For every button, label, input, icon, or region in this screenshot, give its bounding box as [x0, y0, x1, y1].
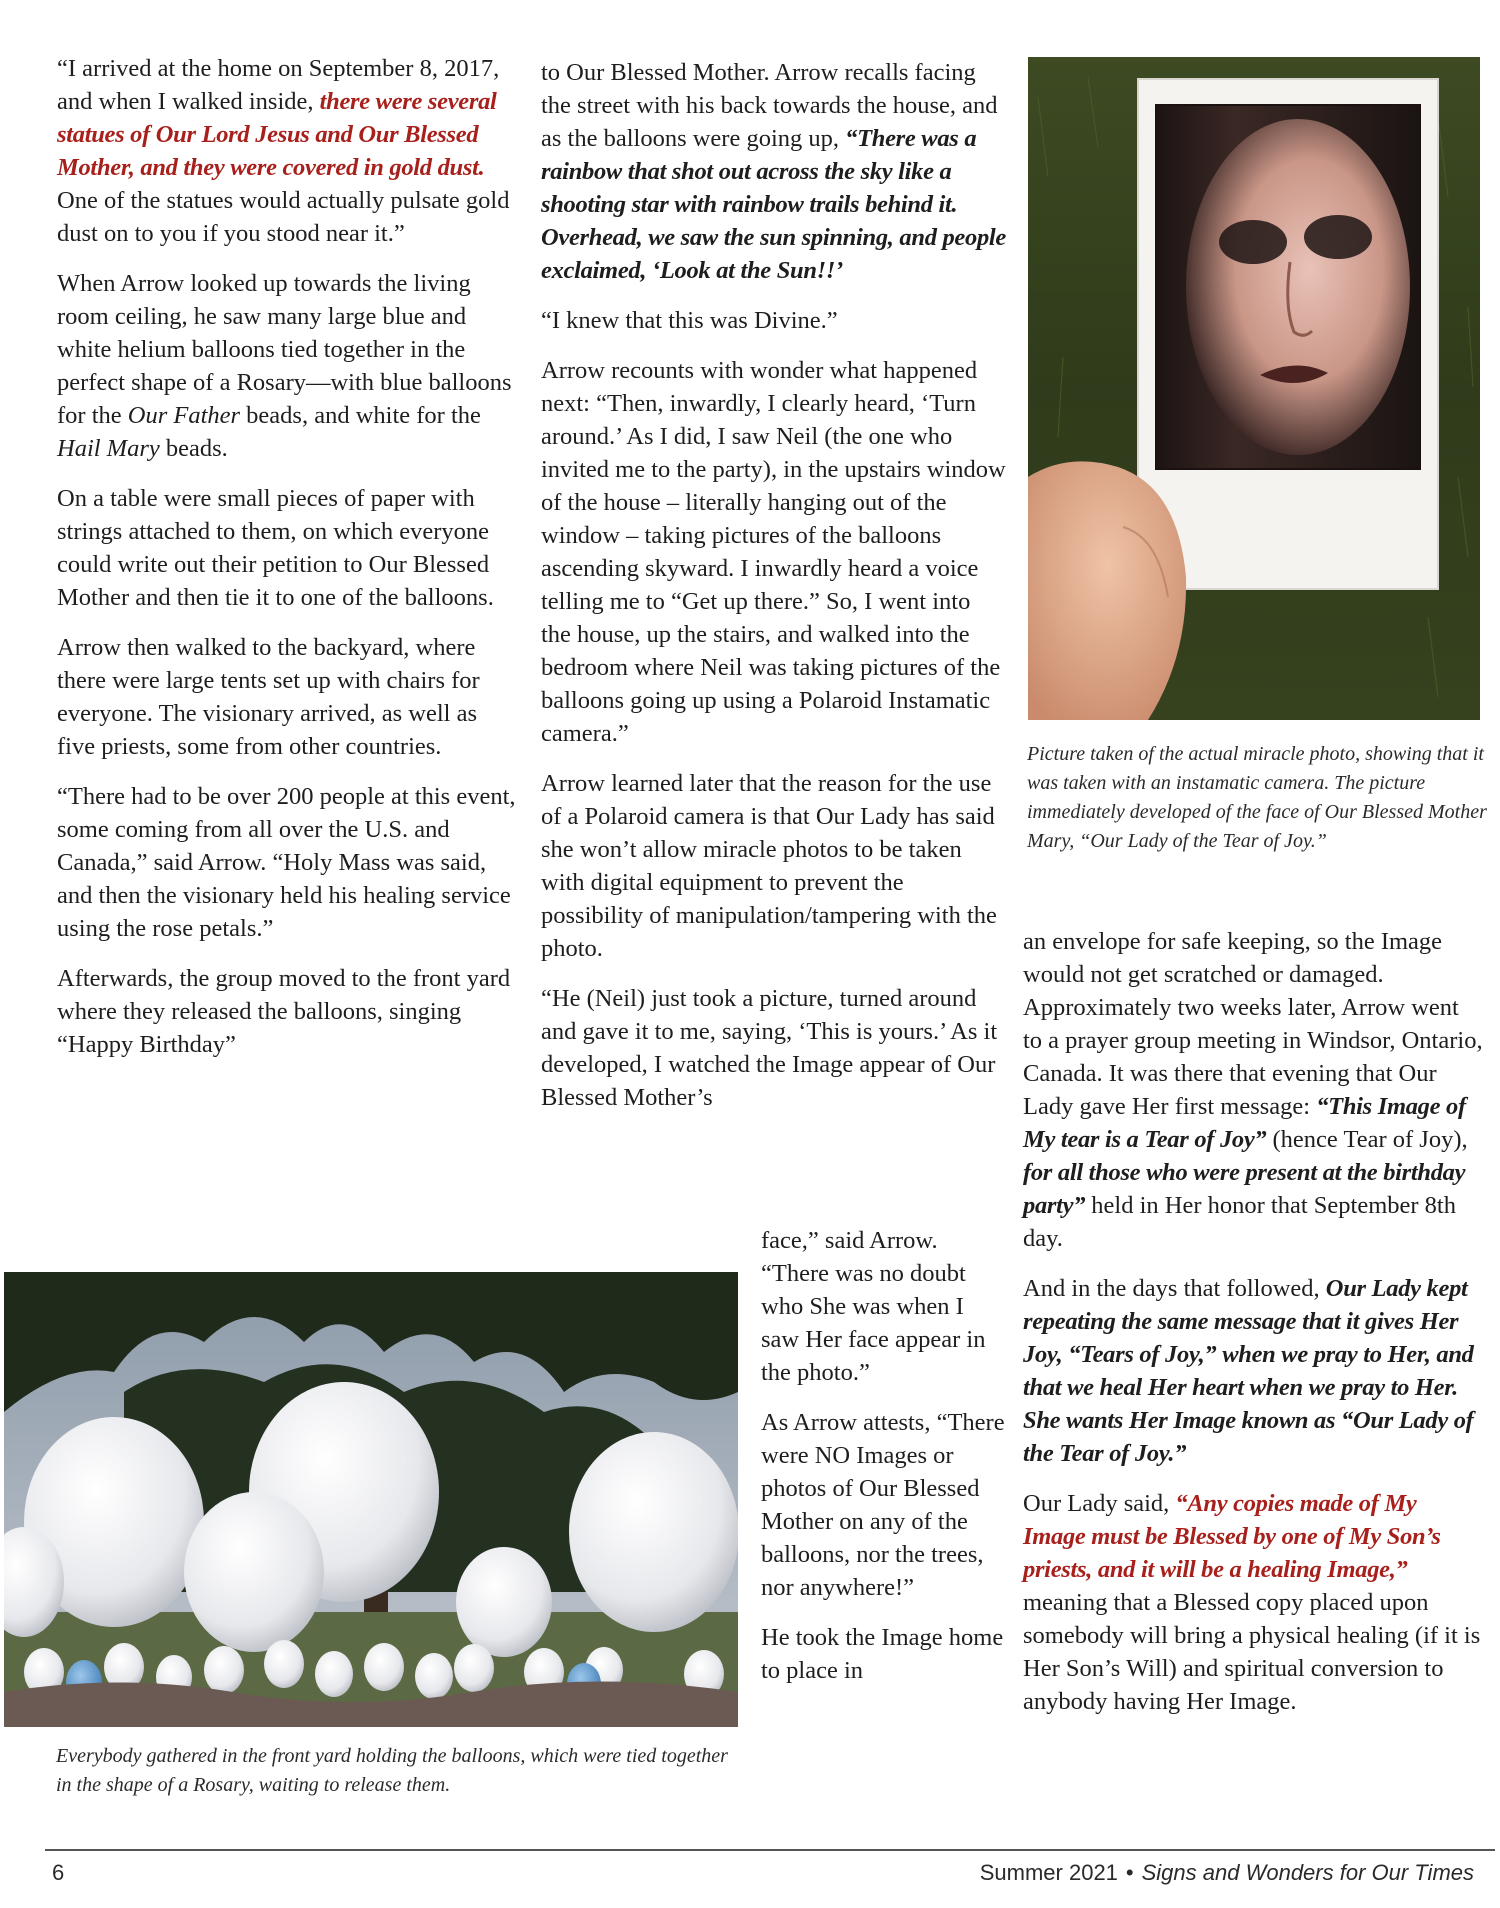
- publication-title: Signs and Wonders for Our Times: [1141, 1860, 1474, 1885]
- paragraph: He took the Image home to place in: [761, 1624, 1004, 1684]
- emphasis-bold-italic: “There was a rainbow that shot out across the sky like a shooting star with rainbow trails behind it. Overhead, we saw the sun spinning, and people exclaimed, ‘Look at the Sun!!’: [541, 125, 1006, 284]
- paragraph: “I arrived at the home on September 8, 2017, and when I walked inside, there were several statues of Our Lord Jesus and Our Blessed Mother, and they were covered in gold dust. One of the statues would actually pulsate gold dust on to you if you stood near it.”: [57, 55, 510, 247]
- paragraph: Arrow then walked to the backyard, where there were large tents set up with chairs for everyone. The visionary arrived, as well as five priests, some from other countries.: [57, 634, 480, 760]
- footer-divider: [45, 1849, 1495, 1851]
- paragraph: “He (Neil) just took a picture, turned around and gave it to me, saying, ‘This is yours.’ As it developed, I watched the Image appear of Our Blessed Mother’s: [541, 985, 998, 1111]
- issue-date: Summer 2021: [979, 1860, 1118, 1885]
- page-number: 6: [52, 1860, 65, 1885]
- paragraph: As Arrow attests, “There were NO Images or photos of Our Blessed Mother on any of the balloons, nor the trees, nor anywhere!”: [761, 1409, 1005, 1601]
- emphasis-bold-italic: “This Image of My tear is a Tear of Joy”: [1023, 1093, 1466, 1153]
- article-column-2: [541, 56, 1006, 1131]
- paragraph: Arrow recounts with wonder what happened next: “Then, inwardly, I clearly heard, ‘Turn around.’ As I did, I saw Neil (the one who invited me to the party), in the upstairs window of the house – literally hanging out of the window – taking pictures of the balloons ascending skyward. I inwardly heard a voice telling me to “Get up there.” So, I went into the house, up the stairs, and walked into the bedroom where Neil was taking pictures of the balloons going up using a Polaroid Instamatic camera.”: [541, 357, 1006, 747]
- paragraph: to Our Blessed Mother. Arrow recalls facing the street with his back towards the house, and as the balloons were going up, “There was a rainbow that shot out across the sky like a shooting star with rainbow trails behind it. Overhead, we saw the sun spinning, and people exclaimed, ‘Look at the Sun!!’: [541, 59, 1006, 284]
- footer-publication: [980, 1860, 1474, 1886]
- paragraph: Afterwards, the group moved to the front yard where they released the balloons, singing “Happy Birthday”: [57, 965, 511, 1058]
- polaroid-caption: Picture taken of the actual miracle photo, showing that it was taken with an instamatic camera. The picture immediately developed of the face of Our Blessed Mother Mary, “Our Lady of the Tear of Joy.”: [1027, 743, 1487, 852]
- paragraph: Arrow learned later that the reason for the use of a Polaroid camera is that Our Lady has said she won’t allow miracle photos to be taken with digital equipment to prevent the possibility of manipulation/tampering with the photo.: [541, 770, 997, 962]
- paragraph: an envelope for safe keeping, so the Image would not get scratched or damaged. Approximately two weeks later, Arrow went to a prayer group meeting in Windsor, Ontario, Canada. It was there that evening that Our Lady gave Her first message: “This Image of My tear is a Tear of Joy” (hence Tear of Joy), for all those who were present at the birthday party” held in Her honor that September 8th day.: [1023, 928, 1483, 1252]
- emphasis-red: there were several statues of Our Lord Jesus and Our Blessed Mother, and they were covered in gold dust.: [57, 88, 497, 181]
- paragraph: On a table were small pieces of paper with strings attached to them, on which everyone could write out their petition to Our Blessed Mother and then tie it to one of the balloons.: [57, 485, 494, 611]
- paragraph: Our Lady said, “Any copies made of My Image must be Blessed by one of My Son’s priests, and it will be a healing Image,” meaning that a Blessed copy placed upon somebody will bring a physical healing (if it is Her Son’s Will) and spiritual conversion to anybody having Her Image.: [1023, 1490, 1481, 1715]
- paragraph: When Arrow looked up towards the living room ceiling, he saw many large blue and white helium balloons tied together in the perfect shape of a Rosary—with blue balloons for the Our Father beads, and white for the Hail Mary beads.: [57, 270, 512, 462]
- paragraph: face,” said Arrow. “There was no doubt who She was when I saw Her face appear in the photo.”: [761, 1227, 986, 1386]
- paragraph: And in the days that followed, Our Lady kept repeating the same message that it gives Her Joy, “Tears of Joy,” when we pray to Her, and that we heal Her heart when we pray to Her. She wants Her Image known as “Our Lady of the Tear of Joy.”: [1023, 1275, 1474, 1467]
- paragraph: “I knew that this was Divine.”: [541, 307, 838, 334]
- emphasis-red: “Any copies made of My Image must be Blessed by one of My Son’s priests, and it will be a healing Image,”: [1023, 1490, 1441, 1583]
- article-column-2-continued: [761, 1224, 1006, 1704]
- emphasis-bold-italic: Our Lady kept repeating the same message that it gives Her Joy, “Tears of Joy,” when we pray to Her, and that we heal Her heart when we pray to Her. She wants Her Image known as “Our Lady of the Tear of Joy.”: [1023, 1275, 1474, 1467]
- article-column-3: [1023, 925, 1483, 1735]
- polaroid-photo: [1028, 57, 1480, 720]
- balloons-photo: [4, 1272, 738, 1727]
- balloons-caption: Everybody gathered in the front yard holding the balloons, which were tied together in the shape of a Rosary, waiting to release them.: [56, 1745, 728, 1796]
- article-column-1: [57, 52, 517, 1078]
- paragraph: “There had to be over 200 people at this event, some coming from all over the U.S. and Canada,” said Arrow. “Holy Mass was said, and then the visionary held his healing service using the rose petals.”: [57, 783, 516, 942]
- emphasis-bold-italic: for all those who were present at the birthday party”: [1023, 1159, 1466, 1219]
- bullet-separator: •: [1125, 1860, 1134, 1885]
